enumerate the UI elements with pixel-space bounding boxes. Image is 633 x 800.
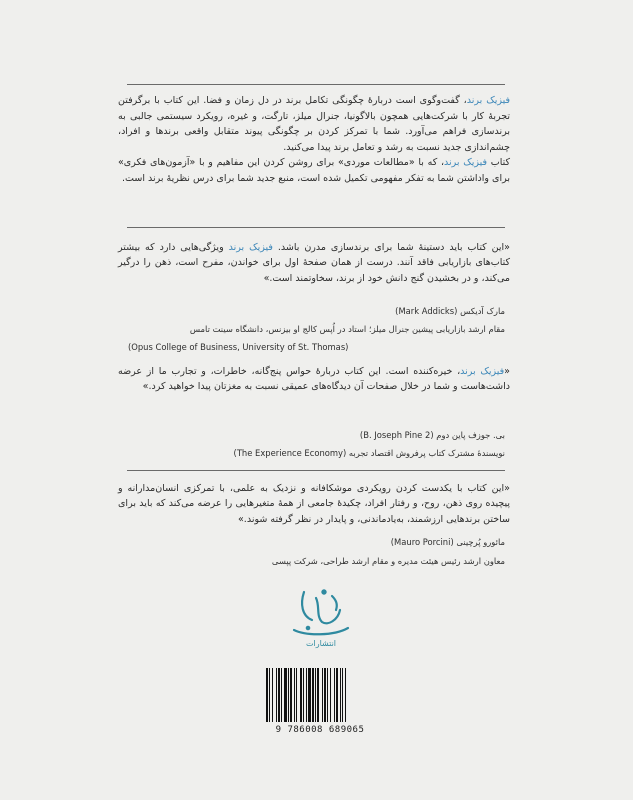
quote-3-text: «این کتاب با یکدست کردن رویکردی موشکافانه و نزدیک به علمی، با تمرکزی انسان‌مدارانه و پیچیده روی ذهن، روح، و رفتار افراد، چکیدهٔ جامعی از همهٔ متغیرهایی را عرضه می‌کند که باید برای ساختن برندهایی ارزشمند، به‌یادماندنی، و پایدار در نظر گرفته شوند.» [118, 483, 510, 525]
barcode-bar [327, 668, 328, 722]
intro-text-2b: ، که با «مطالعات موردی» برای روشن کردن این مفاهیم و با «آزمون‌های فکری» برای واداشتن شما به تفکر مفهومی تکمیل شده است، منبع جدید شما برای درس نظریهٔ برند است. [118, 157, 510, 184]
intro-book-title: فیزیک برند [466, 95, 510, 106]
publisher-label: انتشارات [305, 639, 337, 648]
quote-2-text-a: « [504, 366, 510, 377]
intro-text-2a: کتاب [487, 157, 510, 169]
barcode-bar [324, 668, 326, 722]
barcode-bar [315, 668, 316, 722]
barcode-bar [306, 668, 307, 722]
quote-3 [118, 481, 510, 527]
barcode-bar [284, 668, 287, 722]
quote-2-author: بی. جوزف پاین دوم (B. Joseph Pine 2) [359, 430, 505, 440]
barcode-bar [266, 668, 268, 722]
barcode-bar [294, 668, 295, 722]
barcode-bar [290, 668, 292, 722]
intro-text-1: ، گفت‌وگوی است دربارهٔ چگونگی تکامل برند در دل زمان و فضا. این کتاب با برگرفتن تجربهٔ کار با شرکت‌هایی همچون بالاگونیا، جنرال میلز، تارگت، و غیره، رویکرد سیستمی جالبی به برندسازی فراهم می‌آورد. شما با تمرکز کردن بر چگونگی پیوند متقابل واقعی برندها و افراد، چشم‌اندازی جدید نسبت به رشد و تعامل برند پیدا می‌کنید. [118, 95, 510, 153]
barcode [260, 668, 380, 724]
quote-1 [118, 240, 510, 286]
barcode-bar [303, 668, 304, 722]
quote-1-role: مقام ارشد بازاریابی پیشین جنرال میلز؛ استاد در اُپس کالج او بیزنس، دانشگاه سینت تامس [189, 324, 505, 334]
barcode-bar [281, 668, 282, 722]
barcode-bar [288, 668, 289, 722]
quote-2-text-b: ، خیره‌کننده است. این کتاب دربارهٔ حواس پنج‌گانه، خاطرات، و تجارب ما از عرضه داشت‌هاست و شما در خلال صفحات آن دیدگاه‌های عمیقی نسبت به مغزتان پیدا خواهید کرد.» [118, 366, 510, 393]
barcode-bar [300, 668, 302, 722]
quote-1-text-b: ویژگی‌هایی دارد که بیشتر کتاب‌های بازاریابی فاقد آنند. درست از همان صفحهٔ اول برای خواندن، مفرح است، ذهن را درگیر می‌کند، و در بخشیدن گنج دانش خود از برند، سخاوتمند است.» [118, 242, 510, 284]
barcode-bar [336, 668, 338, 722]
barcode-bar [345, 668, 346, 722]
barcode-bar [312, 668, 314, 722]
top-divider [127, 84, 505, 85]
quote-2 [118, 364, 510, 395]
barcode-bar [308, 668, 311, 722]
barcode-bar [334, 668, 335, 722]
isbn-number: 9 786008 689065 [275, 725, 365, 735]
quote-1-author: مارک آدیکس (Mark Addicks) [395, 306, 505, 316]
divider-2 [127, 470, 505, 471]
barcode-bar [322, 668, 323, 722]
quote-1-book-title: فیزیک برند [228, 242, 273, 253]
quote-2-book-title: فیزیک برند [460, 366, 505, 377]
quote-1-text-a: «این کتاب باید دستینهٔ شما برای برندسازی مدرن باشد. [272, 242, 510, 253]
barcode-bar [269, 668, 270, 722]
publisher-logo [286, 586, 356, 650]
barcode-bar [296, 668, 297, 722]
barcode-bar [317, 668, 319, 722]
barcode-bar [330, 668, 331, 722]
quote-3-role: معاون ارشد رئیس هیئت مدیره و مقام ارشد طراحی، شرکت پپسی [271, 556, 505, 566]
barcode-bar [342, 668, 343, 722]
divider-1 [127, 227, 505, 228]
barcode-bar [272, 668, 273, 722]
barcode-bar [340, 668, 341, 722]
quote-2-role: نویسندهٔ مشترک کتاب پرفروش اقتصاد تجربه (The Experience Economy) [233, 448, 505, 458]
intro-book-title-2: فیزیک برند [444, 157, 488, 169]
intro-paragraph [118, 93, 510, 187]
quote-3-author: مائورو پُرچینی (Mauro Porcini) [390, 537, 505, 547]
quote-1-role-en: (Opus College of Business, University of St. Thomas) [128, 342, 349, 352]
barcode-bar [278, 668, 280, 722]
barcode-bar [276, 668, 277, 722]
